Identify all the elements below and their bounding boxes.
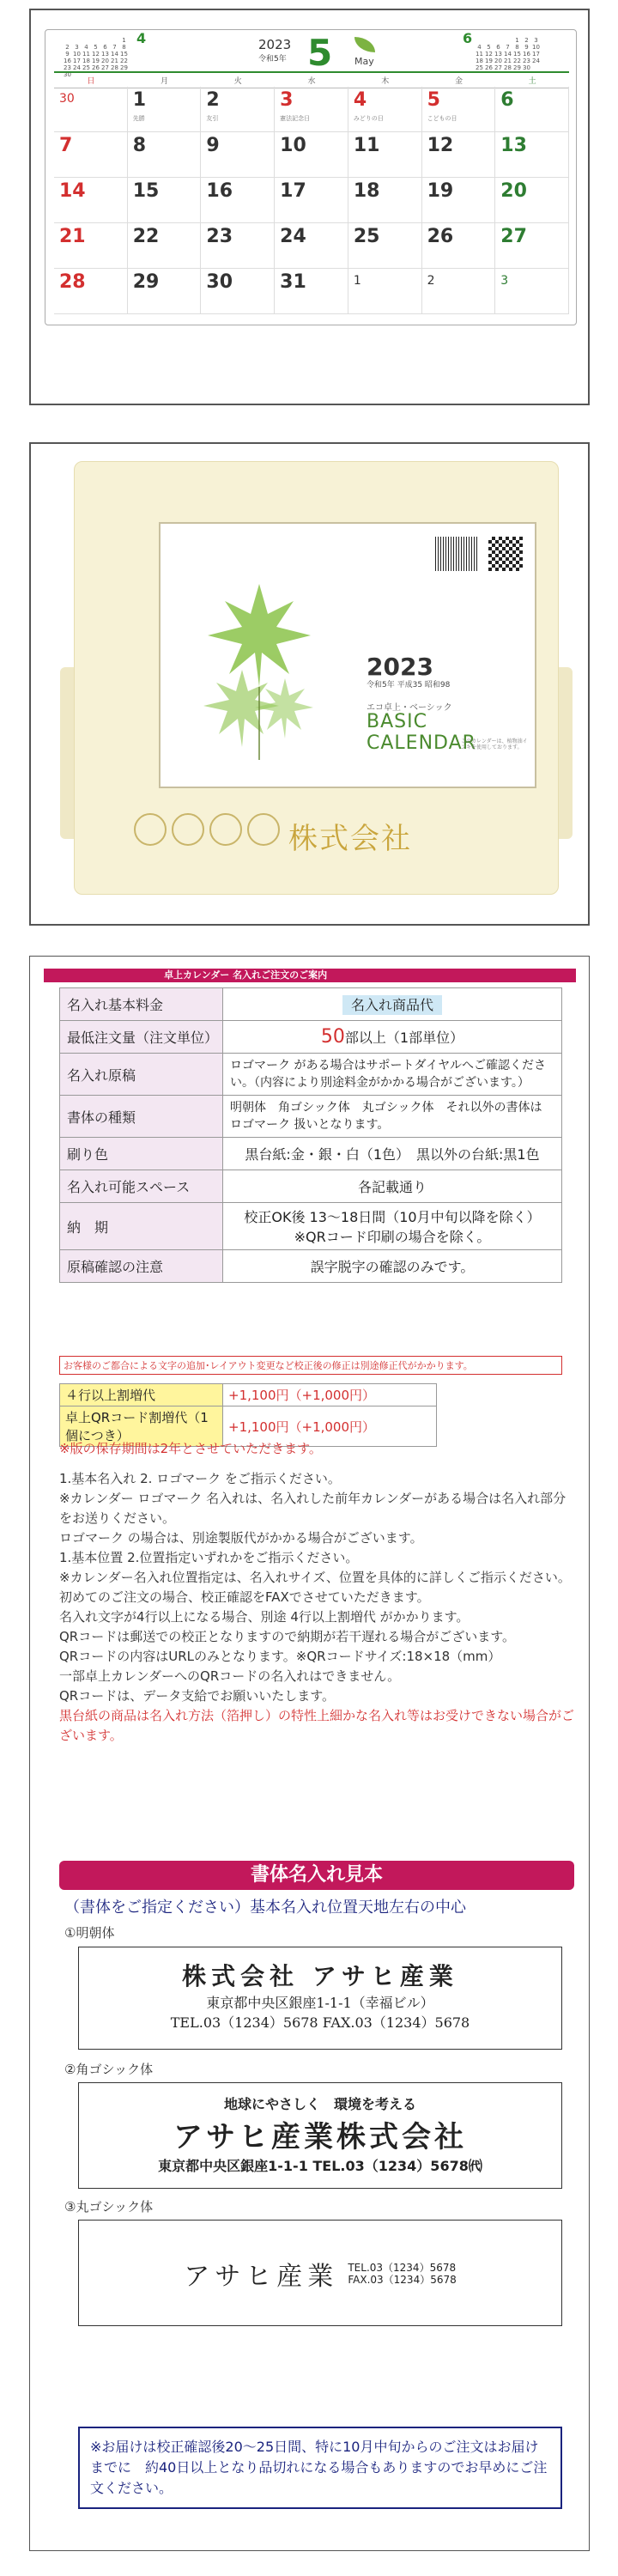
mini-day: 5 [94, 44, 98, 51]
day-number: 13 [500, 135, 527, 156]
spec-value: ロゴマーク がある場合はサポートダイヤルへご確認ください。（内容により別途料金がかかる場合がございます。） [223, 1054, 562, 1096]
mini-day: 1 [515, 37, 519, 44]
day-number: 4 [353, 89, 367, 111]
mini-day: 26 [485, 64, 493, 71]
mini-day [475, 37, 484, 44]
product-era: 令和5年 平成35 昭和98 [367, 681, 451, 690]
logo-placeholder-circles [134, 813, 280, 846]
day-number: 3 [280, 89, 294, 111]
mini-day: 28 [504, 64, 512, 71]
sample-label-maru-gothic: ③丸ゴシック体 [64, 2199, 154, 2215]
calendar-day [54, 223, 128, 269]
calendar-day [348, 178, 422, 223]
mini-day [91, 37, 100, 44]
calendar-preview-frame [29, 9, 590, 405]
mini-day: 22 [513, 58, 521, 64]
calendar-grid [54, 87, 569, 314]
product-description: このカレンダーは、植物油インキを使用しております。 [461, 738, 528, 750]
mini-week [63, 51, 129, 58]
mini-day: 29 [120, 64, 128, 71]
mini-day [82, 37, 91, 44]
sample-contact [348, 2262, 456, 2286]
mini-day: 5 [487, 44, 491, 51]
product-subtitle: エコ卓上・ベーシック [367, 703, 452, 713]
notes-list [59, 1469, 574, 1706]
mini-day: 9 [65, 51, 70, 58]
calendar-day [275, 87, 348, 132]
calendar-day [201, 223, 275, 269]
mini-day: 21 [504, 58, 512, 64]
mini-day: 7 [112, 44, 117, 51]
spec-row [60, 1250, 562, 1283]
calendar-day [275, 132, 348, 178]
mini-day [72, 37, 82, 44]
placeholder-circle [172, 813, 204, 846]
sample-label-mincho: ①明朝体 [64, 1925, 115, 1941]
product-year: 2023 [367, 653, 433, 681]
note-item: QRコードは、データ支給でお願いいたします。 [59, 1688, 336, 1704]
mini-day: 13 [494, 51, 502, 58]
calendar-day [128, 269, 202, 314]
mini-day: 17 [532, 51, 540, 58]
spec-row [60, 1170, 562, 1203]
spec-value-header: 名入れ商品代 [342, 995, 442, 1015]
sample-box-mincho [78, 1947, 562, 2050]
mini-day: 9 [524, 44, 529, 51]
spec-key: 刷り色 [60, 1138, 223, 1170]
mini-day: 15 [120, 51, 128, 58]
mini-week [475, 44, 541, 51]
mini-day: 28 [111, 64, 118, 71]
spec-row [60, 1021, 562, 1054]
mini-day: 3 [75, 44, 79, 51]
spec-table [59, 987, 562, 1283]
calendar-era: 令和5年 [258, 55, 287, 64]
day-number: 6 [500, 89, 514, 111]
product-photo-frame [29, 442, 590, 926]
note-item: QRコードは郵送での校正となりますので納期が若干遅れる場合がございます。 [59, 1629, 516, 1644]
calendar-day [495, 87, 569, 132]
placeholder-circle [247, 813, 280, 846]
day-note: こどもの日 [427, 115, 457, 122]
spec-value: 黒台紙:金・銀・白（1色） 黒以外の台紙:黒1色 [223, 1138, 562, 1170]
day-number: 19 [427, 180, 454, 202]
mini-week [475, 64, 541, 71]
mini-week [475, 58, 541, 64]
calendar-month: 5 [307, 32, 333, 74]
day-number: 30 [59, 92, 75, 106]
sample-fax: FAX.03（1234）5678 [348, 2274, 457, 2286]
mini-day: 8 [515, 44, 519, 51]
note-item: 1.基本位置 2.位置指定いずれかをご指示ください。 [59, 1550, 359, 1565]
maple-leaf-illustration [195, 575, 324, 764]
order-info-banner: 卓上カレンダー 名入れご注文のご案内 [44, 969, 576, 982]
calendar-month-en: May [354, 56, 374, 67]
revision-notice: お客様のご都合による文字の追加･レイアウト変更など校正後の修正は別途修正代がかかります。 [59, 1356, 562, 1375]
mini-day [494, 37, 503, 44]
note-item: ※カレンダー名入れ位置指定は、名入れサイズ、位置を具体的に詳しくご指示ください。 [59, 1570, 571, 1585]
calendar-day [348, 223, 422, 269]
calendar-year: 2023 [258, 37, 292, 52]
calendar-window [159, 522, 536, 788]
mini-day: 19 [485, 58, 493, 64]
mini-day: 18 [82, 58, 90, 64]
mini-day: 3 [534, 37, 538, 44]
day-number: 11 [353, 135, 380, 156]
mini-day: 21 [111, 58, 118, 64]
placeholder-circle [209, 813, 242, 846]
company-name-print: 株式会社 [288, 822, 412, 856]
calendar-day [495, 178, 569, 223]
sample-label-kaku-gothic: ②角ゴシック体 [64, 2062, 154, 2077]
fee-value: +1,100円（+1,000円） [223, 1384, 437, 1406]
day-number: 23 [206, 226, 233, 247]
product-title: BASIC CALENDAR [367, 711, 476, 754]
weekday-label: 日 [87, 77, 95, 86]
mini-day: 4 [477, 44, 482, 51]
day-number: 2 [427, 274, 435, 288]
mini-day: 13 [101, 51, 109, 58]
spec-value: 各記載通り [223, 1170, 562, 1203]
day-number: 17 [280, 180, 306, 202]
calendar-day [54, 87, 128, 132]
mini-day: 1 [122, 37, 126, 44]
black-paper-note: 黒台紙の商品は名入れ方法（箔押し）の特性上細かな名入れ等はお受けできない場合がございます。 [59, 1708, 575, 1743]
mini-day: 18 [476, 58, 483, 64]
day-number: 10 [280, 135, 306, 156]
spec-value: 明朝体 角ゴシック体 丸ゴシック体 それ以外の書体は ロゴマーク 扱いとなります。 [223, 1096, 562, 1138]
min-qty: 50 [320, 1026, 345, 1048]
sample-box-maru-gothic [78, 2220, 562, 2326]
calendar-day [348, 87, 422, 132]
day-number: 7 [59, 135, 73, 156]
sample-company: アサヒ産業 [184, 2262, 339, 2292]
note-item: QRコードの内容はURLのみとなります。※QRコードサイズ:18×18（mm） [59, 1649, 501, 1664]
mini-day: 4 [84, 44, 88, 51]
mini-day: 30 [523, 64, 530, 71]
fee-table [59, 1383, 437, 1447]
note-item: ※カレンダー ロゴマーク 名入れは、名入れした前年カレンダーがある場合は名入れ部分をお送りください。 [59, 1491, 566, 1526]
weekday-label: 水 [307, 77, 316, 86]
sample-address: 東京都中央区銀座1-1-1（幸福ビル） [206, 1995, 434, 2011]
spec-value: 校正OK後 13～18日間（10月中旬以降を除く）※QRコード印刷の場合を除く。 [223, 1203, 562, 1250]
mini-day: 24 [532, 58, 540, 64]
calendar-day [495, 223, 569, 269]
day-number: 16 [206, 180, 233, 202]
note-item: 1.基本名入れ 2. ロゴマーク をご指示ください。 [59, 1471, 341, 1486]
mini-day: 2 [65, 44, 70, 51]
fee-key: 卓上QRコード割増代（1個につき） [60, 1406, 223, 1447]
mini-day: 24 [73, 64, 81, 71]
spec-key: 名入れ基本料金 [60, 988, 223, 1021]
mini-week [63, 44, 129, 51]
note-item: ロゴマーク の場合は、別途製版代がかかる場合がございます。 [59, 1530, 423, 1546]
mini-day: 12 [485, 51, 493, 58]
spec-row [60, 1096, 562, 1138]
mini-day: 27 [494, 64, 502, 71]
day-note: 先勝 [132, 115, 145, 122]
mini-day: 8 [122, 44, 126, 51]
mini-day: 19 [92, 58, 100, 64]
mini-day: 15 [513, 51, 521, 58]
min-qty-unit: 部以上（1部単位） [344, 1030, 464, 1046]
spec-row [60, 988, 562, 1021]
day-number: 8 [132, 135, 147, 156]
mini-day: 23 [523, 58, 530, 64]
mini-prev-month: 4 [136, 30, 147, 46]
spec-value [223, 988, 562, 1021]
mini-day: 20 [101, 58, 109, 64]
day-number: 1 [132, 89, 147, 111]
calendar-day [128, 223, 202, 269]
mini-day [503, 37, 512, 44]
mini-day: 25 [82, 64, 90, 71]
mini-week [475, 51, 541, 58]
mini-day: 2 [524, 37, 529, 44]
mini-week [475, 37, 541, 44]
qr-code [488, 537, 523, 571]
day-number: 21 [59, 226, 86, 247]
spec-row [60, 1138, 562, 1170]
day-number: 5 [427, 89, 440, 111]
mini-day: 11 [476, 51, 483, 58]
calendar-day [422, 178, 496, 223]
sample-tel: TEL.03（1234）5678 [348, 2262, 457, 2274]
calendar-day [422, 132, 496, 178]
spec-key: 書体の種類 [60, 1096, 223, 1138]
day-number: 28 [59, 271, 86, 293]
calendar-day [275, 223, 348, 269]
mini-day: 26 [92, 64, 100, 71]
calendar-day [54, 269, 128, 314]
day-number: 3 [500, 274, 509, 288]
day-number: 29 [132, 271, 160, 293]
mini-day [110, 37, 119, 44]
note-item: 初めてのご注文の場合、校正確認をFAXでさせていただきます。 [59, 1589, 430, 1605]
calendar-card [45, 29, 577, 325]
calendar-day [128, 132, 202, 178]
order-info-frame [29, 956, 590, 2551]
calendar-day [348, 132, 422, 178]
day-number: 12 [427, 135, 454, 156]
font-sample-subtitle: （書体をご指定ください）基本名入れ位置天地左右の中心 [64, 1899, 466, 1917]
weekday-label: 金 [454, 77, 463, 86]
day-number: 31 [280, 271, 306, 293]
day-number: 30 [206, 271, 233, 293]
mini-week [63, 64, 129, 71]
calendar-day [422, 269, 496, 314]
mini-week [63, 58, 129, 64]
mini-day: 25 [476, 64, 483, 71]
mini-day: 6 [103, 44, 107, 51]
fee-row [60, 1384, 437, 1406]
calendar-day [201, 269, 275, 314]
mini-day: 6 [496, 44, 500, 51]
mini-calendar-next [463, 30, 541, 71]
plate-keep-note: ※版の保存期間は2年とさせていただきます。 [59, 1441, 322, 1456]
weekday-label: 月 [161, 77, 169, 86]
day-number: 25 [353, 226, 380, 247]
font-sample-banner: 書体名入れ見本 [59, 1861, 574, 1890]
day-number: 15 [132, 180, 160, 202]
weekday-header [54, 71, 569, 88]
spec-key: 名入れ可能スペース [60, 1170, 223, 1203]
spec-key: 納 期 [60, 1203, 223, 1250]
calendar-day [201, 87, 275, 132]
calendar-day [275, 269, 348, 314]
placeholder-circle [134, 813, 167, 846]
day-number: 24 [280, 226, 306, 247]
mini-day: 23 [64, 64, 71, 71]
fee-value: +1,100円（+1,000円） [223, 1406, 437, 1447]
day-number: 26 [427, 226, 454, 247]
mini-day [100, 37, 110, 44]
spec-key: 最低注文量（注文単位） [60, 1021, 223, 1054]
weekday-label: 木 [381, 77, 390, 86]
note-item: 一部卓上カレンダーへのQRコードの名入れはできません。 [59, 1668, 401, 1684]
weekday-label: 土 [528, 77, 536, 86]
sample-tagline: 地球にやさしく 環境を考える [223, 2096, 416, 2112]
notes-section [59, 1439, 574, 1746]
mini-day: 10 [532, 44, 540, 51]
calendar-day [422, 87, 496, 132]
mini-day: 16 [64, 58, 71, 64]
calendar-day [128, 87, 202, 132]
spec-key: 原稿確認の注意 [60, 1250, 223, 1283]
calendar-day [495, 269, 569, 314]
calendar-day [201, 178, 275, 223]
day-note: みどりの日 [353, 115, 384, 122]
calendar-day [275, 178, 348, 223]
mini-day: 14 [504, 51, 512, 58]
calendar-day [201, 132, 275, 178]
spec-key: 名入れ原稿 [60, 1054, 223, 1096]
calendar-day [54, 132, 128, 178]
fee-key: ４行以上割増代 [60, 1384, 223, 1406]
delivery-note: ※お届けは校正確認後20～25日間、特に10月中旬からのご注文はお届けまでに 約40日以上となり品切れになる場合もありますのでお早めにご注文ください。 [78, 2427, 562, 2509]
calendar-day [54, 178, 128, 223]
mini-day: 22 [120, 58, 128, 64]
calendar-day [422, 223, 496, 269]
barcode [435, 537, 478, 571]
sample-company: 株式会社 アサヒ産業 [182, 1962, 458, 1990]
mini-day: 12 [92, 51, 100, 58]
mini-day: 7 [506, 44, 510, 51]
leaf-icon [354, 37, 375, 52]
mini-day: 17 [73, 58, 81, 64]
sample-company: アサヒ産業株式会社 [173, 2120, 467, 2154]
mini-day: 30 [64, 71, 71, 78]
mini-day: 14 [111, 51, 118, 58]
mini-next-month: 6 [463, 30, 473, 46]
mini-day [484, 37, 494, 44]
day-number: 2 [206, 89, 220, 111]
calendar-day [495, 132, 569, 178]
day-number: 9 [206, 135, 220, 156]
mini-day: 11 [82, 51, 90, 58]
spec-value: 誤字脱字の確認のみです。 [223, 1250, 562, 1283]
sample-address: 東京都中央区銀座1-1-1 TEL.03（1234）5678㈹ [158, 2158, 482, 2174]
day-number: 27 [500, 226, 527, 247]
spec-row [60, 1203, 562, 1250]
day-number: 20 [500, 180, 527, 202]
day-note: 友引 [206, 115, 219, 122]
weekday-label: 火 [233, 77, 242, 86]
mini-day: 16 [523, 51, 530, 58]
note-item: 名入れ文字が4行以上になる場合、別途 4行以上割増代 がかかります。 [59, 1609, 470, 1625]
spec-value [223, 1021, 562, 1054]
day-number: 1 [353, 274, 361, 288]
calendar-day [128, 178, 202, 223]
mini-day [63, 37, 72, 44]
mini-day: 10 [73, 51, 81, 58]
mini-day: 29 [513, 64, 521, 71]
day-number: 22 [132, 226, 160, 247]
spec-row [60, 1054, 562, 1096]
sample-box-kaku-gothic [78, 2082, 562, 2189]
calendar-day [348, 269, 422, 314]
mini-day: 20 [494, 58, 502, 64]
mini-day [531, 64, 541, 71]
day-note: 憲法記念日 [280, 115, 311, 122]
sample-phone: TEL.03（1234）5678 FAX.03（1234）5678 [170, 2014, 470, 2031]
day-number: 18 [353, 180, 380, 202]
mini-week [63, 37, 129, 44]
day-number: 14 [59, 180, 86, 202]
mini-day: 27 [101, 64, 109, 71]
